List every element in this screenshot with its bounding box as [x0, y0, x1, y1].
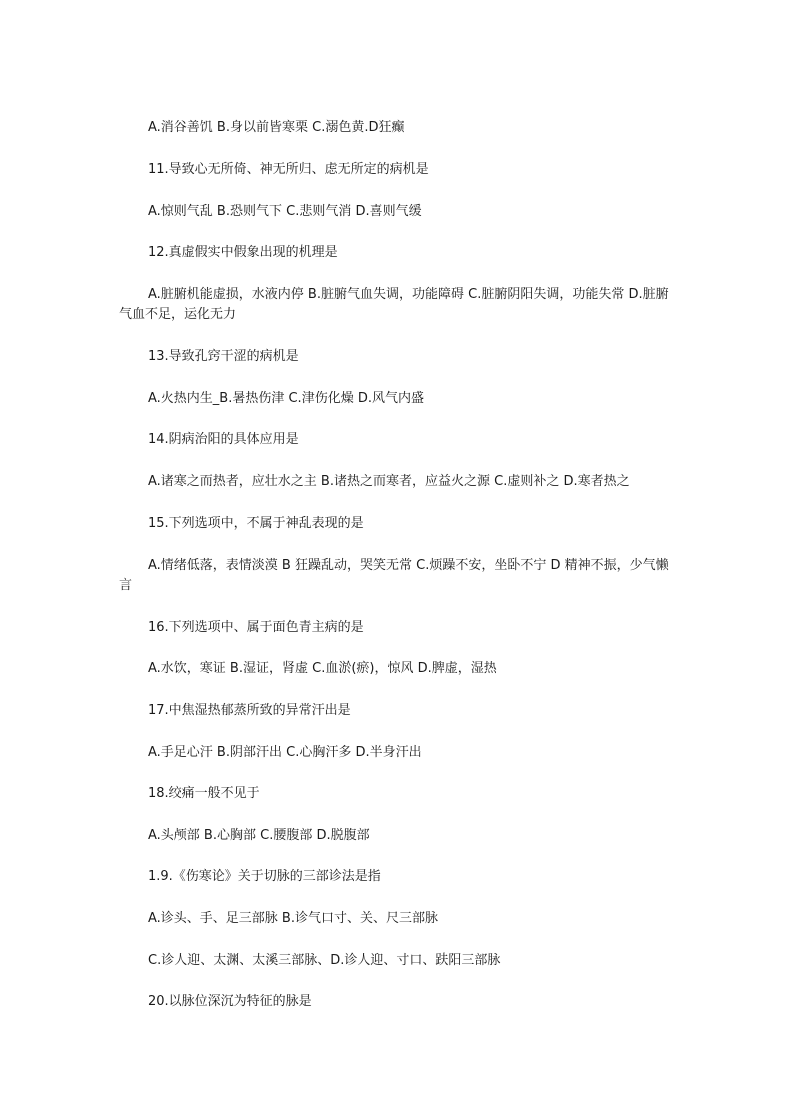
option-line-17: A.手足心汗 B.阴部汗出 C.心胸汗多 D.半身汗出 — [148, 745, 422, 760]
option-line-15: A.情绪低落，表情淡漠 B 狂躁乱动，哭笑无常 C.烦躁不安，坐卧不宁 D 精神不振，少气懒言 — [119, 558, 669, 593]
question-19: 1.9.《伤寒论》关于切脉的三部诊法是指 — [148, 869, 381, 884]
question-11: 11.导致心无所倚、神无所归、虑无所定的病机是 — [148, 162, 429, 177]
option-line-11: A.惊则气乱 B.恐则气下 C.悲则气消 D.喜则气缓 — [148, 204, 422, 219]
question-16: 16.下列选项中、属于面色青主病的是 — [148, 620, 364, 635]
question-17: 17.中焦湿热郁蒸所致的异常汗出是 — [148, 703, 351, 718]
option-line-14: A.诸寒之而热者，应壮水之主 B.诸热之而寒者，应益火之源 C.虚则补之 D.寒者热之 — [148, 474, 630, 489]
option-line-12: A.脏腑机能虚损，水液内停 B.脏腑气血失调，功能障碍 C.脏腑阴阳失调，功能失常 D.脏腑气血不足，运化无力 — [119, 287, 669, 322]
question-12: 12.真虚假实中假象出现的机理是 — [148, 245, 338, 260]
option-line-19-a: A.诊头、手、足三部脉 B.诊气口寸、关、尺三部脉 — [148, 911, 438, 926]
option-line-13: A.火热内生_B.暑热伤津 C.津伤化燥 D.风气内盛 — [148, 391, 424, 406]
option-line-18: A.头颅部 B.心胸部 C.腰腹部 D.脱腹部 — [148, 828, 370, 843]
question-18: 18.绞痛一般不见于 — [148, 786, 260, 801]
option-line-10: A.消谷善饥 B.身以前皆寒栗 C.溺色黄.D狂癫 — [148, 120, 405, 135]
question-13: 13.导致孔窍干涩的病机是 — [148, 349, 299, 364]
question-14: 14.阴病治阳的具体应用是 — [148, 432, 299, 447]
question-20: 20.以脉位深沉为特征的脉是 — [148, 994, 312, 1009]
option-line-16: A.水饮，寒证 B.湿证，肾虚 C.血淤(瘀)，惊风 D.脾虚，湿热 — [148, 661, 497, 676]
question-15: 15.下列选项中，不属于神乱表现的是 — [148, 516, 364, 531]
option-line-19-b: C.诊人迎、太渊、太溪三部脉、D.诊人迎、寸口、趺阳三部脉 — [148, 953, 501, 968]
